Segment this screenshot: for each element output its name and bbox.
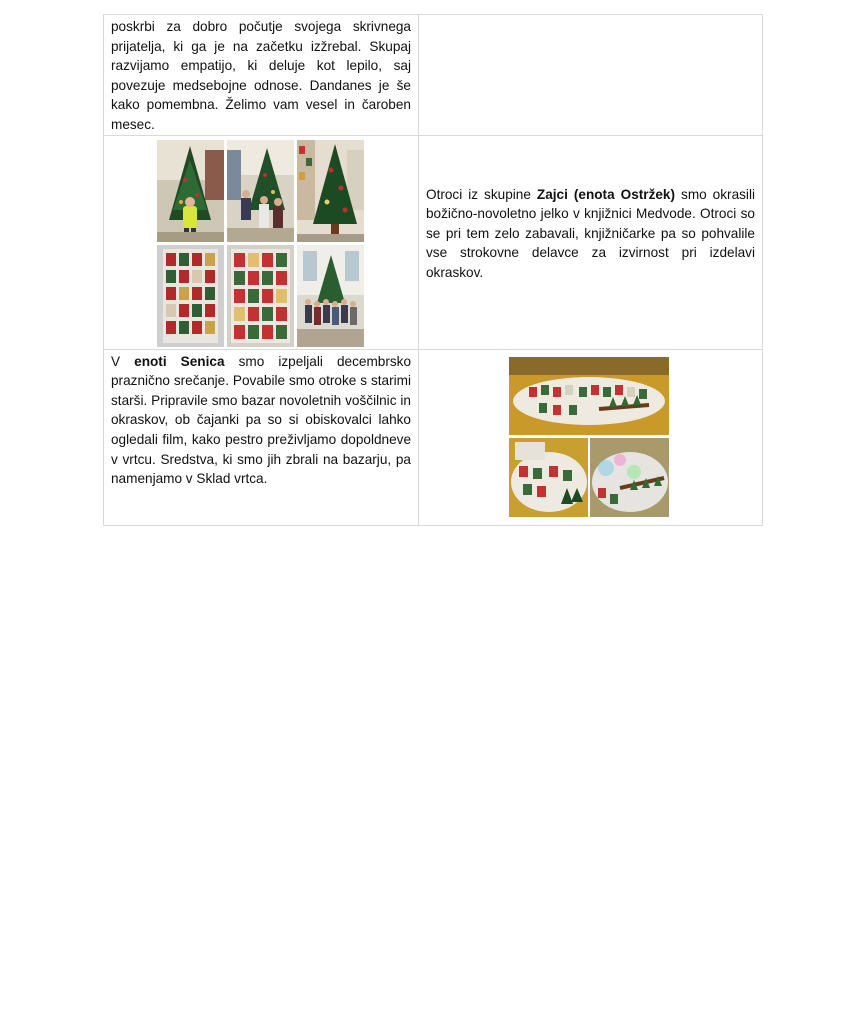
content-table (103, 14, 763, 526)
paragraph-text: Otroci iz skupine (426, 186, 537, 202)
unit-name-bold: enoti Senica (134, 353, 225, 369)
photo-bazaar-table-wide (509, 357, 669, 435)
paragraph-text: smo okrasili božično-novoletno jelko v knjižnici Medvode. Otroci so se pri tem zelo zabavali, knjižničarke pa so pohvalile vse strokovne delavce za izvirnost pri izdelavi okraskov. (426, 186, 755, 280)
photo-bazaar-cards (509, 438, 588, 517)
row2-text-cell (419, 135, 763, 349)
table-row (104, 15, 763, 136)
senica-bazaar-paragraph (104, 350, 418, 489)
secret-friend-paragraph: poskrbi za dobro počutje svojega skrivnega prijatelja, ki ga je na začetku izžrebal. Skupaj razvijamo empatijo, ki deluje kot lepilo, saj povezuje medsebojne odnose. Dandanes je še kako pomembna. Želimo vam vesel in čaroben mesec. (111, 19, 411, 132)
photo-bazaar-lights (590, 438, 669, 517)
library-tree-paragraph (419, 136, 762, 283)
row1-empty-cell (419, 15, 763, 136)
library-tree-photo-collage (104, 136, 418, 349)
row3-photo-cell (419, 349, 763, 525)
paragraph-text: V (111, 353, 135, 369)
table-row (104, 349, 763, 525)
photo-group-children (297, 245, 364, 347)
paragraph-text: smo izpeljali decembrsko praznično srečanje. Povabile smo otroke s starimi starši. Pripravile smo bazar novoletnih voščilnic in okraskov, ob čajanki pa so si obiskovalci lahko ogledali film, kako pestro preživljamo dopoldneve v vrtcu. Sredstva, ki smo jih zbrali na bazarju, pa namenjamo v Sklad vrtca. (111, 353, 412, 487)
photo-card-board-2 (227, 245, 294, 347)
photo-tree-child (157, 140, 224, 242)
group-name-bold: Zajci (enota Ostržek) (536, 186, 676, 202)
photo-children-tree (227, 140, 294, 242)
row1-text-cell (104, 15, 419, 136)
row3-text-cell (104, 349, 419, 525)
bazaar-photo-collage (419, 350, 762, 525)
photo-card-board-1 (157, 245, 224, 347)
table-row (104, 135, 763, 349)
row2-photo-cell (104, 135, 419, 349)
photo-decorated-tree (297, 140, 364, 242)
